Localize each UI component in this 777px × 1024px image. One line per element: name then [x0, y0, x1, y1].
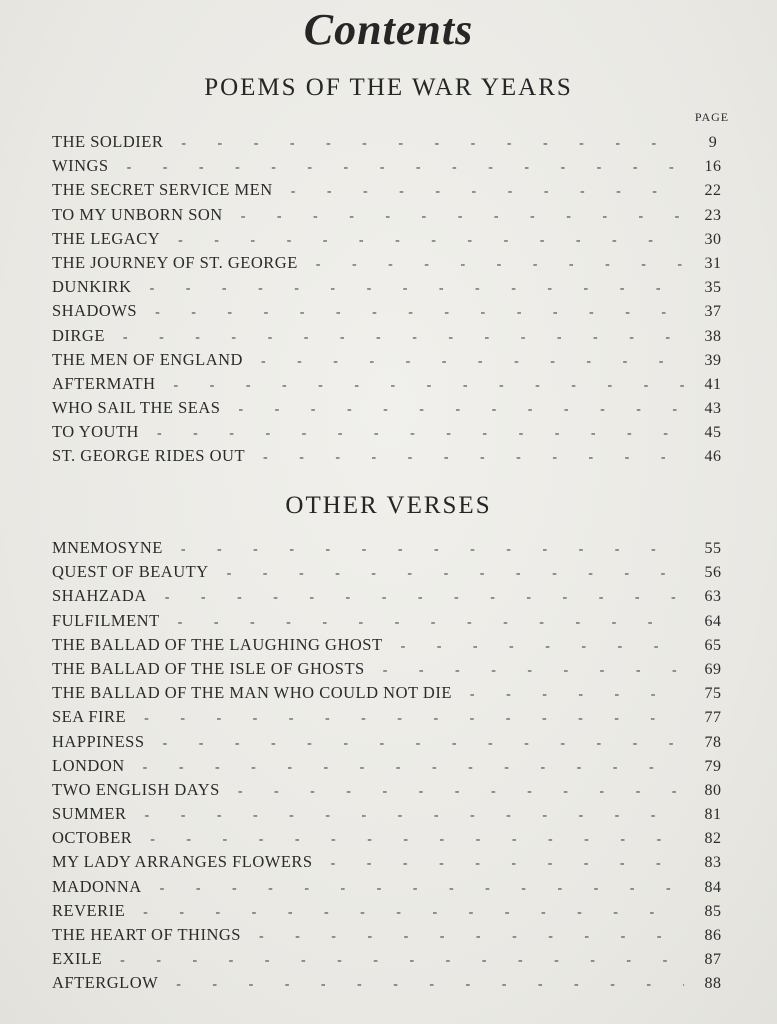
- toc-entry: [52, 538, 732, 562]
- toc-list-other-verses: [52, 538, 732, 998]
- toc-entry-page: 79: [704, 757, 722, 775]
- toc-entry: [52, 562, 732, 586]
- toc-entry: [52, 301, 732, 325]
- toc-entry-page: 35: [704, 279, 722, 297]
- toc-entry-title: AFTERGLOW: [52, 973, 159, 993]
- toc-entry-page: 9: [708, 134, 718, 151]
- toc-entry-title: DUNKIRK: [52, 277, 132, 297]
- page-column-label: PAGE: [694, 110, 730, 124]
- toc-entry-page: 30: [704, 230, 722, 248]
- toc-entry: [52, 277, 732, 301]
- toc-entry-title: THE HEART OF THINGS: [52, 925, 241, 944]
- toc-entry-title: THE SECRET SERVICE MEN: [52, 180, 273, 200]
- toc-entry-title: FULFILMENT: [52, 610, 160, 630]
- dot-leader: [176, 977, 684, 993]
- dot-leader: [163, 736, 684, 752]
- dot-leader: [155, 305, 684, 321]
- dot-leader: [331, 856, 684, 872]
- toc-entry-page: 43: [704, 400, 722, 418]
- toc-entry: [52, 374, 732, 398]
- toc-entry: [52, 732, 732, 756]
- toc-entry-page: 23: [704, 206, 722, 224]
- dot-leader: [123, 330, 684, 346]
- dot-leader: [238, 402, 684, 418]
- toc-entry-title: EXILE: [52, 949, 103, 969]
- dot-leader: [174, 378, 684, 394]
- page-title: Contents: [303, 5, 474, 54]
- toc-entry: [52, 398, 732, 422]
- section-heading-war-years: POEMS OF THE WAR YEARS: [204, 74, 573, 101]
- toc-entry: [52, 326, 732, 350]
- toc-entry-page: 39: [704, 351, 722, 369]
- dot-leader: [291, 184, 684, 200]
- toc-entry-title: MNEMOSYNE: [52, 538, 163, 557]
- toc-entry-title: DIRGE: [52, 325, 105, 345]
- toc-entry: [52, 683, 732, 707]
- toc-entry-page: 55: [704, 540, 722, 557]
- dot-leader: [157, 426, 684, 442]
- dot-leader: [261, 354, 684, 370]
- dot-leader: [160, 881, 684, 897]
- toc-entry-title: THE MEN OF ENGLAND: [52, 349, 243, 369]
- dot-leader: [227, 566, 684, 582]
- dot-leader: [238, 784, 684, 800]
- toc-entry-title: THE LEGACY: [52, 228, 161, 248]
- toc-entry-page: 77: [704, 709, 722, 727]
- toc-entry: [52, 422, 732, 446]
- dot-leader: [383, 663, 684, 679]
- toc-entry-title: TO MY UNBORN SON: [52, 204, 223, 224]
- toc-entry: [52, 635, 732, 659]
- toc-entry-page: 45: [704, 424, 722, 442]
- dot-leader: [120, 953, 684, 969]
- toc-entry: [52, 949, 732, 973]
- toc-entry-title: ST. GEORGE RIDES OUT: [52, 446, 246, 466]
- toc-entry-title: SHADOWS: [52, 301, 138, 321]
- toc-entry: [52, 707, 732, 731]
- toc-entry: [52, 180, 732, 204]
- toc-entry-page: 82: [704, 830, 722, 848]
- toc-entry-title: HAPPINESS: [52, 731, 145, 751]
- toc-entry-page: 83: [704, 854, 722, 872]
- dot-leader: [470, 687, 684, 703]
- toc-entry: [52, 852, 732, 876]
- toc-entry-title: TO YOUTH: [52, 422, 139, 442]
- toc-entry-page: 46: [704, 448, 722, 466]
- toc-entry-title: THE BALLAD OF THE ISLE OF GHOSTS: [52, 658, 365, 678]
- toc-entry-page: 64: [704, 612, 722, 630]
- toc-entry: [52, 132, 732, 156]
- toc-entry-page: 16: [704, 158, 722, 176]
- toc-entry-title: AFTERMATH: [52, 373, 156, 393]
- toc-entry: [52, 780, 732, 804]
- toc-entry: [52, 659, 732, 683]
- toc-entry-page: 31: [704, 254, 722, 272]
- dot-leader: [401, 639, 684, 655]
- toc-entry-title: QUEST OF BEAUTY: [52, 562, 209, 582]
- toc-entry-page: 87: [704, 951, 722, 969]
- toc-entry-title: WINGS: [52, 156, 109, 176]
- dot-leader: [316, 257, 684, 273]
- toc-entry-title: THE BALLAD OF THE LAUGHING GHOST: [52, 634, 383, 654]
- dot-leader: [181, 542, 684, 558]
- toc-entry: [52, 804, 732, 828]
- toc-entry: [52, 253, 732, 277]
- toc-entry-page: 75: [704, 685, 722, 703]
- toc-entry: [52, 229, 732, 253]
- toc-entry: [52, 925, 732, 949]
- dot-leader: [263, 450, 684, 466]
- toc-entry: [52, 877, 732, 901]
- dot-leader: [165, 590, 684, 606]
- toc-entry-title: SEA FIRE: [52, 707, 127, 727]
- toc-entry-title: SHAHZADA: [52, 586, 147, 606]
- dot-leader: [144, 711, 684, 727]
- toc-entry: [52, 446, 732, 470]
- dot-leader: [178, 615, 684, 631]
- toc-list-war-years: [52, 132, 732, 471]
- toc-entry-title: THE JOURNEY OF ST. GEORGE: [52, 252, 298, 272]
- toc-entry-page: 69: [704, 660, 722, 678]
- dot-leader: [181, 136, 684, 152]
- toc-entry: [52, 901, 732, 925]
- toc-entry-title: SUMMER: [52, 804, 127, 824]
- dot-leader: [241, 209, 684, 225]
- toc-entry-page: 37: [704, 303, 722, 321]
- dot-leader: [259, 929, 684, 945]
- toc-entry-title: THE BALLAD OF THE MAN WHO COULD NOT DIE: [52, 683, 452, 703]
- toc-entry-page: 78: [704, 733, 722, 751]
- toc-entry-page: 56: [704, 564, 722, 582]
- dot-leader: [145, 808, 684, 824]
- section-heading-other-verses: OTHER VERSES: [285, 492, 492, 519]
- toc-entry-page: 86: [704, 927, 722, 944]
- toc-entry-page: 41: [704, 375, 722, 393]
- toc-entry-title: REVERIE: [52, 900, 126, 920]
- toc-entry-title: OCTOBER: [52, 828, 133, 848]
- toc-entry-page: 38: [704, 327, 722, 345]
- dot-leader: [143, 760, 684, 776]
- toc-entry: [52, 586, 732, 610]
- dot-leader: [143, 905, 684, 921]
- toc-entry-title: WHO SAIL THE SEAS: [52, 398, 221, 418]
- toc-entry-title: MY LADY ARRANGES FLOWERS: [52, 852, 313, 872]
- toc-entry-page: 84: [704, 878, 722, 896]
- toc-entry-page: 65: [704, 636, 722, 654]
- toc-entry: [52, 156, 732, 180]
- toc-entry: [52, 350, 732, 374]
- toc-entry-page: 63: [704, 588, 722, 606]
- toc-entry-title: MADONNA: [52, 876, 142, 896]
- toc-entry: [52, 756, 732, 780]
- toc-entry-title: THE SOLDIER: [52, 132, 164, 151]
- toc-entry-page: 85: [704, 902, 722, 920]
- toc-entry-title: TWO ENGLISH DAYS: [52, 779, 220, 799]
- dot-leader: [178, 233, 684, 249]
- toc-entry-page: 80: [704, 781, 722, 799]
- toc-entry: [52, 828, 732, 852]
- toc-entry-title: LONDON: [52, 755, 125, 775]
- toc-entry: [52, 611, 732, 635]
- toc-entry: [52, 205, 732, 229]
- toc-entry: [52, 973, 732, 997]
- toc-entry-page: 22: [704, 182, 722, 200]
- dot-leader: [150, 832, 684, 848]
- dot-leader: [150, 281, 684, 297]
- toc-entry-page: 81: [704, 806, 722, 824]
- toc-entry-page: 88: [704, 975, 722, 993]
- dot-leader: [127, 160, 684, 176]
